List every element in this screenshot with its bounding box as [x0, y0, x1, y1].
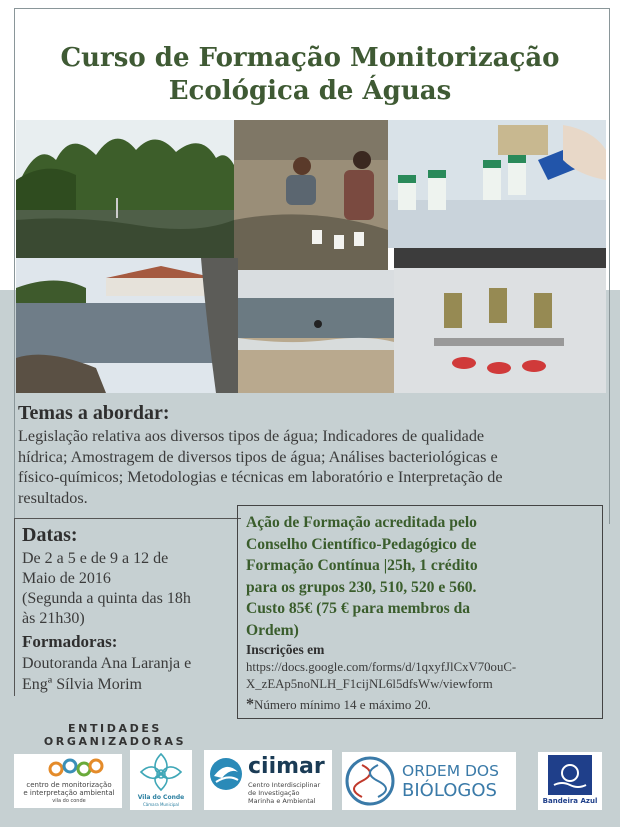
acreditacao-line: Conselho Científico-Pedagógico de — [246, 535, 477, 553]
acreditacao-line: para os grupos 230, 510, 520 e 560. — [246, 578, 477, 596]
title-line-2: Ecológica de Águas — [168, 76, 452, 106]
vila-line: Câmara Municipal — [142, 802, 179, 807]
temas-line: hídrica; Amostragem de diversos tipos de água; Análises bacteriológicas e — [18, 447, 498, 466]
cmia-text — [16, 781, 122, 805]
inscricoes-heading: Inscrições em — [246, 642, 325, 657]
photo-river-trees — [16, 120, 234, 258]
formadoras-heading: Formadoras: — [22, 632, 118, 651]
entidades-line-1: ENTIDADES — [68, 722, 162, 735]
datas-line: Maio de 2016 — [22, 570, 111, 587]
temas-text — [18, 426, 503, 508]
vila-line: Vila do Conde — [137, 794, 185, 801]
logo-ordem-biologos — [342, 752, 516, 810]
temas-line: resultados. — [18, 488, 88, 507]
ordem-line: BIÓLOGOS — [402, 780, 497, 801]
photo-building-river — [16, 258, 238, 393]
temas-heading: Temas a abordar: — [18, 402, 170, 424]
formadora-name: Engª Sílvia Morim — [22, 676, 142, 693]
ciimar-text — [248, 781, 320, 805]
cmia-line: e interpretação ambiental — [23, 789, 115, 797]
formadoras-text — [22, 653, 191, 695]
acreditacao-line: Custo 85€ (75 € para membros da — [246, 600, 471, 617]
logo-cmia — [14, 754, 122, 808]
ciimar-line: Marinha e Ambiental — [248, 797, 316, 805]
acreditacao-text — [246, 512, 478, 641]
inscricoes-url[interactable] — [246, 659, 516, 693]
logo-vila-do-conde — [130, 750, 192, 810]
bandeira-text: Bandeira Azul — [542, 797, 598, 805]
vila-do-conde-icon — [139, 752, 183, 792]
photo-field-sampling — [234, 120, 388, 270]
cmia-line: vila do conde — [52, 798, 86, 804]
ciimar-line: de Investigação — [248, 789, 300, 797]
photo-collage — [16, 120, 606, 393]
acreditacao-line: Ação de Formação acreditada pelo — [246, 514, 477, 531]
temas-line: físico-químicos; Metodologias e técnicas em laboratório e Interpretação de — [18, 468, 503, 486]
page-title — [0, 42, 620, 108]
formadora-name: Doutoranda Ana Laranja e — [22, 655, 192, 672]
ciimar-line: Centro Interdisciplinar — [248, 781, 321, 789]
ordem-text — [402, 761, 499, 801]
ciimar-icon — [208, 756, 244, 792]
cmia-icon — [46, 757, 106, 779]
photo-lab-bottles — [388, 120, 606, 248]
url-line[interactable]: https://docs.google.com/forms/d/1qxyfJlCxV70ouC- — [246, 660, 517, 674]
datas-line: (Segunda a quinta das 18h — [22, 590, 191, 607]
dna-icon — [344, 755, 396, 807]
note-text: Número mínimo 14 e máximo 20. — [254, 697, 431, 712]
logo-ciimar — [204, 750, 332, 810]
note-line — [246, 696, 431, 714]
temas-line: Legislação relativa aos diversos tipos de água; Indicadores de qualidade — [18, 427, 485, 445]
vila-do-conde-text — [130, 794, 192, 808]
datas-line: às 21h30) — [22, 610, 85, 627]
blue-flag-icon — [548, 755, 592, 795]
ciimar-title: ciimar — [248, 754, 325, 779]
cmia-line: centro de monitorização — [26, 781, 112, 789]
acreditacao-line: Ordem) — [246, 621, 299, 639]
asterisk: * — [246, 696, 254, 713]
acreditacao-line: Formação Contínua |25h, 1 crédito — [246, 557, 478, 574]
datas-line: De 2 a 5 e de 9 a 12 de — [22, 550, 169, 567]
ordem-line: ORDEM DOS — [402, 762, 499, 780]
datas-text — [22, 549, 191, 629]
url-line[interactable]: X_zEAp5noNLH_F1cijNL6l5dfsWw/viewform — [246, 677, 493, 691]
title-line-1: Curso de Formação Monitorização — [60, 43, 560, 73]
logo-bandeira-azul — [538, 752, 602, 810]
entidades-line-2: ORGANIZADORAS — [43, 735, 187, 748]
datas-heading: Datas: — [22, 524, 78, 546]
entidades-label — [30, 722, 200, 748]
photo-beach — [238, 270, 394, 393]
photo-filtration — [394, 248, 606, 393]
